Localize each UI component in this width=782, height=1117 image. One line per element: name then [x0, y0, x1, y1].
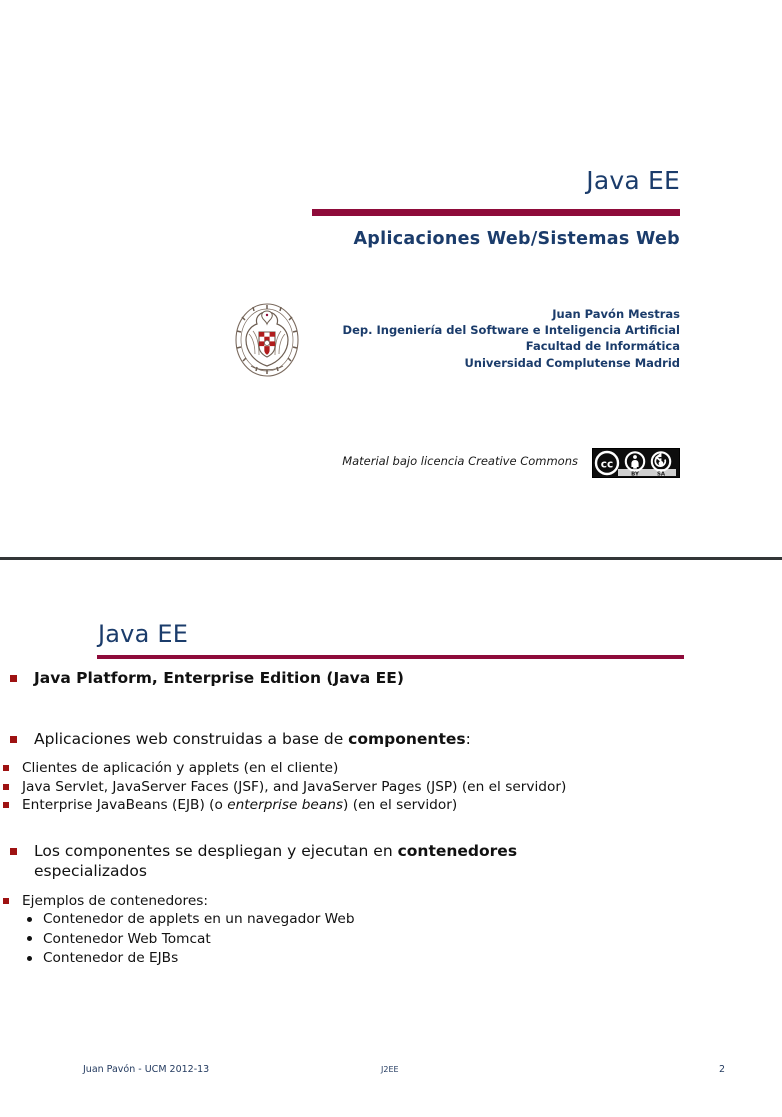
footer-course: J2EE — [381, 1065, 399, 1074]
list-item: Contenedor Web Tomcat — [22, 930, 562, 950]
cover-divider-rule — [312, 209, 680, 216]
list-item: Contenedor de applets en un navegador Web — [22, 910, 562, 930]
slide-body — [0, 668, 782, 969]
bullet-list-level3 — [22, 910, 562, 969]
spacer — [0, 882, 782, 892]
list-item — [0, 841, 600, 882]
footer-page-number: 2 — [719, 1064, 726, 1075]
sub-bullet-text: Ejemplos de contenedores: — [22, 892, 209, 909]
slide-title: Java EE — [98, 620, 189, 648]
university-line: Universidad Complutense Madrid — [464, 355, 680, 370]
bullet-3-text — [34, 841, 600, 882]
slide-title-rule — [97, 655, 684, 659]
department-line: Dep. Ingeniería del Software e Inteligencia Artificial — [342, 323, 680, 338]
title-slide — [0, 0, 782, 558]
svg-text:BY: BY — [631, 471, 639, 477]
bullet-1-text: Java Platform, Enterprise Edition (Java EE) — [34, 669, 404, 687]
creative-commons-badge-icon — [592, 448, 680, 478]
content-slide — [0, 560, 782, 1117]
bullet-2-bold: componentes — [348, 729, 466, 748]
list-item: Clientes de aplicación y applets (en el cliente) — [0, 759, 575, 778]
bullet-list-level2 — [0, 759, 575, 815]
cover-title: Java EE — [586, 166, 680, 195]
bullet-2-post: : — [465, 729, 471, 748]
bullet-2-text — [34, 729, 600, 750]
svg-text:SA: SA — [656, 471, 666, 477]
bullet-2-pre: Aplicaciones web construidas a base de — [34, 729, 349, 748]
slide-footer — [0, 1060, 782, 1084]
footer-author: Juan Pavón - UCM 2012-13 — [83, 1064, 210, 1075]
cover-subtitle: Aplicaciones Web/Sistemas Web — [353, 229, 680, 249]
bullet-3-pre: Los componentes se despliegan y ejecutan en — [34, 841, 398, 860]
bullet-list-level2 — [0, 892, 575, 969]
license-row — [300, 447, 680, 481]
bullet-list-level1 — [0, 841, 600, 882]
spacer — [0, 689, 782, 729]
author-name: Juan Pavón Mestras — [552, 307, 680, 321]
bullet-3-bold: contenedores — [397, 841, 518, 860]
faculty-line: Facultad de Informática — [525, 339, 680, 354]
list-item — [0, 668, 600, 689]
license-text: Material bajo licencia Creative Commons — [342, 454, 578, 468]
list-item — [0, 729, 600, 750]
affiliation-block — [210, 306, 680, 371]
list-item: Contenedor de EJBs — [22, 949, 562, 969]
list-item — [0, 892, 575, 969]
spacer — [0, 749, 782, 759]
bullet-list-level1 — [0, 729, 600, 750]
bullet-list-level1 — [0, 668, 600, 689]
sub-bullet-italic: enterprise beans — [227, 797, 344, 813]
list-item — [0, 796, 575, 815]
spacer — [0, 815, 782, 841]
list-item: Java Servlet, JavaServer Faces (JSF), and JavaServer Pages (JSP) (en el servidor) — [0, 778, 575, 797]
svg-text:cc: cc — [600, 458, 614, 471]
sub-bullet-post: ) (en el servidor) — [343, 797, 458, 813]
bullet-3-post: especializados — [34, 862, 147, 880]
sub-bullet-pre: Enterprise JavaBeans (EJB) (o — [22, 797, 228, 813]
